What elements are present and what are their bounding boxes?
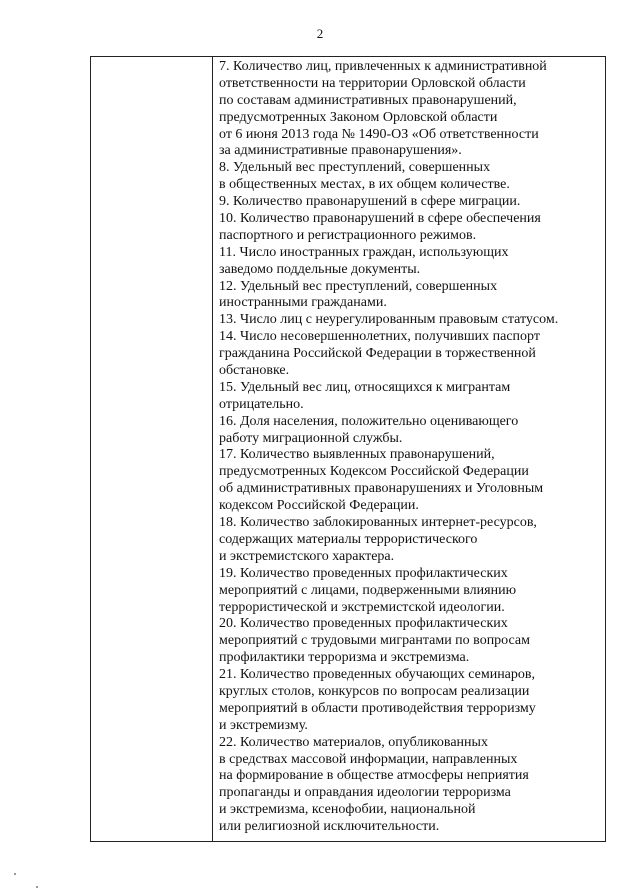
page-number: 2 bbox=[316, 26, 324, 41]
text-line: 16. Доля населения, положительно оценивающего bbox=[219, 413, 519, 429]
text-line: предусмотренных Законом Орловской области bbox=[219, 109, 498, 125]
text-line: 13. Число лиц с неурегулированным правовым статусом. bbox=[219, 312, 559, 328]
text-line: мероприятий в области противодействия терроризму bbox=[219, 700, 536, 716]
text-line: кодексом Российской Федерации. bbox=[219, 498, 419, 514]
text-line: 21. Количество проведенных обучающих семинаров, bbox=[219, 667, 536, 683]
text-line: 19. Количество проведенных профилактических bbox=[219, 565, 508, 581]
text-line: 12. Удельный вес преступлений, совершенных bbox=[219, 278, 498, 294]
text-line: отрицательно. bbox=[219, 396, 304, 412]
text-line: 15. Удельный вес лиц, относящихся к мигрантам bbox=[219, 379, 511, 395]
text-line: за административные правонарушения». bbox=[219, 143, 462, 159]
text-line: ответственности на территории Орловской области bbox=[219, 75, 526, 91]
text-line: круглых столов, конкурсов по вопросам реализации bbox=[219, 683, 530, 699]
scan-artifact-dot bbox=[14, 873, 16, 875]
text-line: 11. Число иностранных граждан, использующих bbox=[219, 244, 509, 260]
text-line: заведомо поддельные документы. bbox=[219, 261, 421, 277]
text-line: 22. Количество материалов, опубликованных bbox=[219, 734, 488, 750]
indicator-table bbox=[90, 56, 606, 842]
text-line: 9. Количество правонарушений в сфере миграции. bbox=[219, 194, 521, 210]
text-line: 10. Количество правонарушений в сфере обеспечения bbox=[219, 211, 541, 227]
indicator-list bbox=[219, 59, 601, 836]
text-line: по составам административных правонарушений, bbox=[219, 92, 517, 108]
text-line: предусмотренных Кодексом Российской Федерации bbox=[219, 464, 529, 480]
text-line: 8. Удельный вес преступлений, совершенных bbox=[219, 160, 491, 176]
text-line: мероприятий с лицами, подверженными влиянию bbox=[219, 582, 517, 598]
text-line: пропаганды и оправдания идеологии терроризма bbox=[219, 785, 511, 801]
text-line: и экстремистского характера. bbox=[219, 548, 395, 564]
text-line: мероприятий с трудовыми мигрантами по вопросам bbox=[219, 633, 530, 649]
text-line: от 6 июня 2013 года № 1490-ОЗ «Об ответственности bbox=[219, 126, 539, 142]
text-line: или религиозной исключительности. bbox=[219, 819, 440, 835]
text-line: паспортного и регистрационного режимов. bbox=[219, 227, 477, 243]
scan-artifact-dot bbox=[36, 886, 38, 888]
text-line: в общественных местах, в их общем количестве. bbox=[219, 177, 510, 193]
text-line: обстановке. bbox=[219, 363, 290, 379]
text-line: об административных правонарушениях и Уголовным bbox=[219, 481, 544, 497]
text-line: 18. Количество заблокированных интернет-ресурсов, bbox=[219, 515, 537, 531]
text-line: на формирование в обществе атмосферы неприятия bbox=[219, 768, 529, 784]
text-line: 20. Количество проведенных профилактических bbox=[219, 616, 508, 632]
text-line: иностранными гражданами. bbox=[219, 295, 387, 311]
text-line: 14. Число несовершеннолетних, получивших паспорт bbox=[219, 329, 540, 345]
table-left-column bbox=[91, 57, 213, 841]
text-line: гражданина Российской Федерации в торжественной bbox=[219, 346, 536, 362]
text-line: содержащих материалы террористического bbox=[219, 531, 478, 547]
text-line: профилактики терроризма и экстремизма. bbox=[219, 650, 470, 666]
text-line: 7. Количество лиц, привлеченных к административной bbox=[219, 59, 547, 74]
text-line: 17. Количество выявленных правонарушений, bbox=[219, 447, 495, 463]
text-line: и экстремизму. bbox=[219, 717, 308, 733]
text-line: и экстремизма, ксенофобии, национальной bbox=[219, 802, 476, 818]
text-line: террористической и экстремистской идеологии. bbox=[219, 599, 505, 615]
text-line: работу миграционной службы. bbox=[219, 430, 403, 446]
text-line: в средствах массовой информации, направленных bbox=[219, 751, 518, 767]
